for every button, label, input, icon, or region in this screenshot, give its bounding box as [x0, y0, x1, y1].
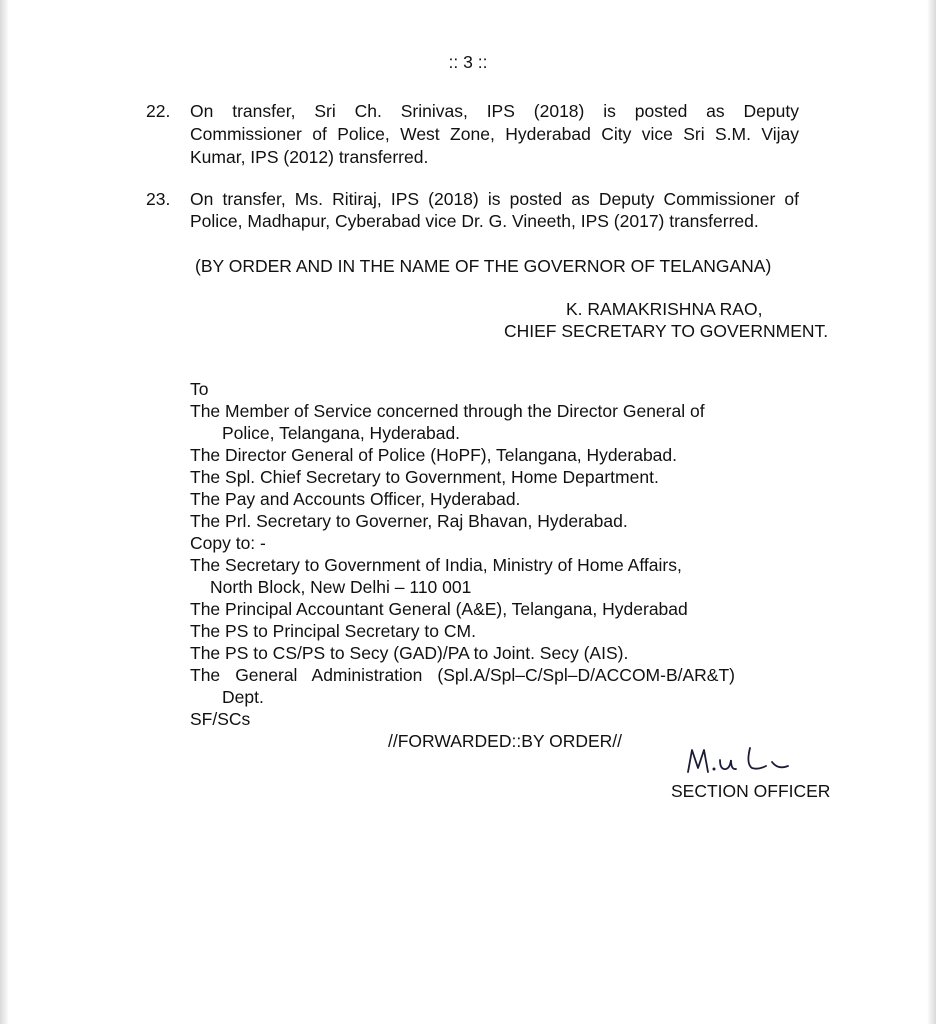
- copy-to-label: Copy to: -: [190, 533, 266, 553]
- item-23-line-1: On transfer, Ms. Ritiraj, IPS (2018) is posted as Deputy Commissioner of: [190, 189, 799, 209]
- item-22-line-1: On transfer, Sri Ch. Srinivas, IPS (2018) is posted as Deputy: [190, 101, 799, 121]
- section-officer-label: SECTION OFFICER: [671, 781, 831, 801]
- recipient-line: The Prl. Secretary to Governer, Raj Bhavan, Hyderabad.: [190, 511, 628, 531]
- item-22-line-2: Commissioner of Police, West Zone, Hyderabad City vice Sri S.M. Vijay: [190, 124, 799, 144]
- forwarded-line: //FORWARDED::BY ORDER//: [388, 731, 623, 751]
- order-line: (BY ORDER AND IN THE NAME OF THE GOVERNOR OF TELANGANA): [195, 256, 772, 276]
- page-right-edge: [927, 0, 936, 1024]
- copy-line: North Block, New Delhi – 110 001: [210, 577, 472, 597]
- copy-line: The PS to CS/PS to Secy (GAD)/PA to Joint. Secy (AIS).: [190, 643, 629, 663]
- copy-line: The General Administration (Spl.A/Spl–C/Spl–D/ACCOM-B/AR&T): [190, 665, 735, 685]
- signatory-designation: CHIEF SECRETARY TO GOVERNMENT.: [504, 321, 829, 341]
- copy-line: The Secretary to Government of India, Ministry of Home Affairs,: [190, 555, 682, 575]
- handwritten-signature: [684, 742, 804, 780]
- recipient-line: The Pay and Accounts Officer, Hyderabad.: [190, 489, 521, 509]
- page-left-edge: [0, 0, 9, 1024]
- page-number: :: 3 ::: [448, 52, 488, 72]
- item-number-23: 23.: [146, 189, 171, 209]
- to-label: To: [190, 379, 209, 399]
- copy-line: The PS to Principal Secretary to CM.: [190, 621, 476, 641]
- recipient-line: The Spl. Chief Secretary to Government, Home Department.: [190, 467, 659, 487]
- recipient-line: Police, Telangana, Hyderabad.: [222, 423, 461, 443]
- recipient-line: The Director General of Police (HoPF), Telangana, Hyderabad.: [190, 445, 678, 465]
- copy-line: The Principal Accountant General (A&E), Telangana, Hyderabad: [190, 599, 688, 619]
- item-23-line-2: Police, Madhapur, Cyberabad vice Dr. G. Vineeth, IPS (2017) transferred.: [190, 211, 759, 231]
- copy-line: Dept.: [222, 687, 264, 707]
- sf-scs-label: SF/SCs: [190, 709, 251, 729]
- item-number-22: 22.: [146, 101, 171, 121]
- item-22-line-3: Kumar, IPS (2012) transferred.: [190, 147, 429, 167]
- recipient-line: The Member of Service concerned through the Director General of: [190, 401, 705, 421]
- signatory-name: K. RAMAKRISHNA RAO,: [566, 299, 763, 319]
